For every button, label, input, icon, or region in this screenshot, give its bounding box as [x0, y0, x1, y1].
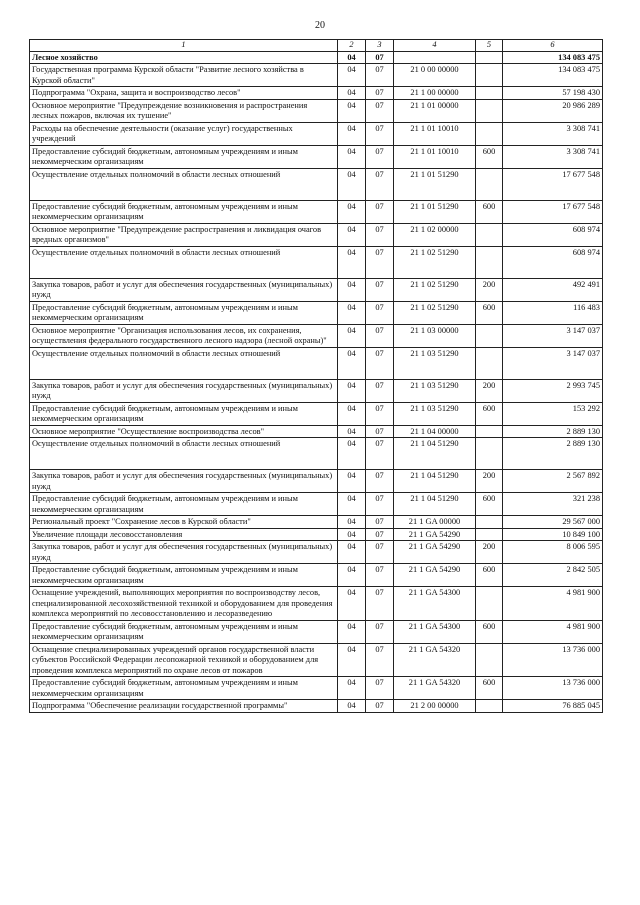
expense-type-code-cell: 200 [476, 379, 503, 402]
item-name-cell: Основное мероприятие "Организация использования лесов, их сохранения, осуществления федерального государственного лесного надзора (лесной охраны)" [30, 324, 338, 347]
subsection-code-cell: 07 [366, 425, 394, 438]
table-row [30, 64, 603, 87]
subsection-code-cell: 07 [366, 200, 394, 223]
item-name-cell: Предоставление субсидий бюджетным, автономным учреждениям и иным некоммерческим организациям [30, 402, 338, 425]
expense-type-code-cell: 200 [476, 278, 503, 301]
expense-type-code-cell [476, 99, 503, 122]
section-code-cell: 04 [338, 470, 366, 493]
target-article-code-cell: 21 1 03 51290 [394, 379, 476, 402]
expense-type-code-cell [476, 516, 503, 529]
table-row [30, 51, 603, 64]
target-article-code-cell: 21 1 GA 54320 [394, 643, 476, 677]
target-article-code-cell: 21 1 01 10010 [394, 122, 476, 145]
item-name-cell: Осуществление отдельных полномочий в области лесных отношений [30, 246, 338, 278]
section-code-cell: 04 [338, 324, 366, 347]
expense-type-code-cell [476, 587, 503, 621]
item-name-cell: Лесное хозяйство [30, 51, 338, 64]
section-code-cell: 04 [338, 278, 366, 301]
section-code-cell: 04 [338, 223, 366, 246]
section-code-cell: 04 [338, 122, 366, 145]
expense-type-code-cell [476, 87, 503, 100]
table-row [30, 168, 603, 200]
table-row [30, 99, 603, 122]
section-code-cell: 04 [338, 246, 366, 278]
amount-cell: 3 308 741 [503, 122, 603, 145]
item-name-cell: Осуществление отдельных полномочий в области лесных отношений [30, 438, 338, 470]
target-article-code-cell: 21 1 03 51290 [394, 347, 476, 379]
expense-type-code-cell [476, 425, 503, 438]
amount-cell: 3 147 037 [503, 347, 603, 379]
expense-type-code-cell [476, 51, 503, 64]
target-article-code-cell: 21 1 GA 00000 [394, 516, 476, 529]
target-article-code-cell: 21 1 02 51290 [394, 278, 476, 301]
budget-table [29, 39, 603, 713]
amount-cell: 29 567 000 [503, 516, 603, 529]
item-name-cell: Основное мероприятие "Осуществление воспроизводства лесов" [30, 425, 338, 438]
expense-type-code-cell [476, 324, 503, 347]
section-code-cell: 04 [338, 402, 366, 425]
amount-cell: 116 483 [503, 301, 603, 324]
table-row [30, 301, 603, 324]
expense-type-code-cell: 200 [476, 470, 503, 493]
table-row [30, 223, 603, 246]
subsection-code-cell: 07 [366, 99, 394, 122]
expense-type-code-cell: 600 [476, 564, 503, 587]
item-name-cell: Основное мероприятие "Предупреждение распространения и ликвидация очагов вредных организмов" [30, 223, 338, 246]
amount-cell: 2 889 130 [503, 425, 603, 438]
section-code-cell: 04 [338, 145, 366, 168]
subsection-code-cell: 07 [366, 643, 394, 677]
subsection-code-cell: 07 [366, 324, 394, 347]
subsection-code-cell: 07 [366, 677, 394, 700]
item-name-cell: Предоставление субсидий бюджетным, автономным учреждениям и иным некоммерческим организациям [30, 677, 338, 700]
section-code-cell: 04 [338, 438, 366, 470]
amount-cell: 2 842 505 [503, 564, 603, 587]
section-code-cell: 04 [338, 379, 366, 402]
target-article-code-cell: 21 1 03 51290 [394, 402, 476, 425]
target-article-code-cell: 21 1 GA 54320 [394, 677, 476, 700]
amount-cell: 134 083 475 [503, 64, 603, 87]
table-row [30, 564, 603, 587]
section-code-cell: 04 [338, 347, 366, 379]
expense-type-code-cell: 200 [476, 541, 503, 564]
amount-cell: 608 974 [503, 246, 603, 278]
section-code-cell: 04 [338, 528, 366, 541]
item-name-cell: Закупка товаров, работ и услуг для обеспечения государственных (муниципальных) нужд [30, 470, 338, 493]
subsection-code-cell: 07 [366, 145, 394, 168]
subsection-code-cell: 07 [366, 51, 394, 64]
table-row [30, 438, 603, 470]
expense-type-code-cell [476, 347, 503, 379]
section-code-cell: 04 [338, 587, 366, 621]
table-row [30, 122, 603, 145]
section-code-cell: 04 [338, 564, 366, 587]
amount-cell: 17 677 548 [503, 168, 603, 200]
expense-type-code-cell [476, 643, 503, 677]
column-number: 2 [338, 40, 366, 52]
target-article-code-cell: 21 1 02 51290 [394, 246, 476, 278]
subsection-code-cell: 07 [366, 168, 394, 200]
subsection-code-cell: 07 [366, 402, 394, 425]
table-row [30, 425, 603, 438]
item-name-cell: Оснащение специализированных учреждений органов государственной власти субъектов Российской Федерации лесопожарной техникой и оборудованием для проведения комплекса мероприятий по охране лесов от пожаров [30, 643, 338, 677]
amount-cell: 3 147 037 [503, 324, 603, 347]
target-article-code-cell [394, 51, 476, 64]
item-name-cell: Подпрограмма "Охрана, защита и воспроизводство лесов" [30, 87, 338, 100]
section-code-cell: 04 [338, 99, 366, 122]
expense-type-code-cell: 600 [476, 145, 503, 168]
section-code-cell: 04 [338, 541, 366, 564]
target-article-code-cell: 21 1 02 51290 [394, 301, 476, 324]
table-row [30, 700, 603, 713]
table-row [30, 643, 603, 677]
target-article-code-cell: 21 1 GA 54300 [394, 587, 476, 621]
section-code-cell: 04 [338, 677, 366, 700]
item-name-cell: Увеличение площади лесовосстановления [30, 528, 338, 541]
target-article-code-cell: 21 1 03 00000 [394, 324, 476, 347]
target-article-code-cell: 21 1 04 51290 [394, 470, 476, 493]
item-name-cell: Региональный проект "Сохранение лесов в Курской области" [30, 516, 338, 529]
section-code-cell: 04 [338, 168, 366, 200]
item-name-cell: Закупка товаров, работ и услуг для обеспечения государственных (муниципальных) нужд [30, 278, 338, 301]
subsection-code-cell: 07 [366, 223, 394, 246]
subsection-code-cell: 07 [366, 122, 394, 145]
subsection-code-cell: 07 [366, 516, 394, 529]
table-row [30, 278, 603, 301]
table-row [30, 677, 603, 700]
expense-type-code-cell [476, 700, 503, 713]
column-number: 6 [503, 40, 603, 52]
expense-type-code-cell [476, 438, 503, 470]
subsection-code-cell: 07 [366, 379, 394, 402]
item-name-cell: Закупка товаров, работ и услуг для обеспечения государственных (муниципальных) нужд [30, 379, 338, 402]
expense-type-code-cell [476, 64, 503, 87]
subsection-code-cell: 07 [366, 587, 394, 621]
table-row [30, 324, 603, 347]
subsection-code-cell: 07 [366, 528, 394, 541]
target-article-code-cell: 21 1 GA 54290 [394, 541, 476, 564]
table-row [30, 379, 603, 402]
column-number: 5 [476, 40, 503, 52]
amount-cell: 8 006 595 [503, 541, 603, 564]
subsection-code-cell: 07 [366, 564, 394, 587]
table-row [30, 347, 603, 379]
amount-cell: 4 981 900 [503, 620, 603, 643]
item-name-cell: Подпрограмма "Обеспечение реализации государственной программы" [30, 700, 338, 713]
section-code-cell: 04 [338, 200, 366, 223]
amount-cell: 20 986 289 [503, 99, 603, 122]
target-article-code-cell: 21 1 GA 54290 [394, 528, 476, 541]
item-name-cell: Осуществление отдельных полномочий в области лесных отношений [30, 347, 338, 379]
subsection-code-cell: 07 [366, 64, 394, 87]
item-name-cell: Основное мероприятие "Предупреждение возникновения и распространения лесных пожаров, включая их тушение" [30, 99, 338, 122]
item-name-cell: Государственная программа Курской области "Развитие лесного хозяйства в Курской области" [30, 64, 338, 87]
amount-cell: 2 993 745 [503, 379, 603, 402]
amount-cell: 2 889 130 [503, 438, 603, 470]
target-article-code-cell: 21 1 01 00000 [394, 99, 476, 122]
section-code-cell: 04 [338, 620, 366, 643]
table-row [30, 470, 603, 493]
expense-type-code-cell: 600 [476, 677, 503, 700]
target-article-code-cell: 21 2 00 00000 [394, 700, 476, 713]
target-article-code-cell: 21 1 04 51290 [394, 493, 476, 516]
section-code-cell: 04 [338, 425, 366, 438]
subsection-code-cell: 07 [366, 246, 394, 278]
subsection-code-cell: 07 [366, 347, 394, 379]
expense-type-code-cell: 600 [476, 493, 503, 516]
amount-cell: 13 736 000 [503, 677, 603, 700]
section-code-cell: 04 [338, 516, 366, 529]
expense-type-code-cell [476, 168, 503, 200]
subsection-code-cell: 07 [366, 301, 394, 324]
section-code-cell: 04 [338, 87, 366, 100]
section-code-cell: 04 [338, 493, 366, 516]
amount-cell: 2 567 892 [503, 470, 603, 493]
item-name-cell: Предоставление субсидий бюджетным, автономным учреждениям и иным некоммерческим организациям [30, 564, 338, 587]
amount-cell: 10 849 100 [503, 528, 603, 541]
subsection-code-cell: 07 [366, 493, 394, 516]
target-article-code-cell: 21 1 01 10010 [394, 145, 476, 168]
amount-cell: 153 292 [503, 402, 603, 425]
section-code-cell: 04 [338, 700, 366, 713]
target-article-code-cell: 21 1 01 51290 [394, 168, 476, 200]
item-name-cell: Предоставление субсидий бюджетным, автономным учреждениям и иным некоммерческим организациям [30, 301, 338, 324]
column-number: 1 [30, 40, 338, 52]
expense-type-code-cell [476, 246, 503, 278]
target-article-code-cell: 21 1 02 00000 [394, 223, 476, 246]
target-article-code-cell: 21 0 00 00000 [394, 64, 476, 87]
amount-cell: 17 677 548 [503, 200, 603, 223]
item-name-cell: Расходы на обеспечение деятельности (оказание услуг) государственных учреждений [30, 122, 338, 145]
amount-cell: 492 491 [503, 278, 603, 301]
amount-cell: 57 198 430 [503, 87, 603, 100]
section-code-cell: 04 [338, 643, 366, 677]
subsection-code-cell: 07 [366, 278, 394, 301]
expense-type-code-cell: 600 [476, 200, 503, 223]
subsection-code-cell: 07 [366, 620, 394, 643]
amount-cell: 134 083 475 [503, 51, 603, 64]
amount-cell: 76 885 045 [503, 700, 603, 713]
expense-type-code-cell: 600 [476, 620, 503, 643]
subsection-code-cell: 07 [366, 470, 394, 493]
item-name-cell: Осуществление отдельных полномочий в области лесных отношений [30, 168, 338, 200]
table-row [30, 528, 603, 541]
table-row [30, 145, 603, 168]
item-name-cell: Предоставление субсидий бюджетным, автономным учреждениям и иным некоммерческим организациям [30, 620, 338, 643]
table-row [30, 402, 603, 425]
target-article-code-cell: 21 1 GA 54290 [394, 564, 476, 587]
expense-type-code-cell [476, 122, 503, 145]
target-article-code-cell: 21 1 00 00000 [394, 87, 476, 100]
amount-cell: 13 736 000 [503, 643, 603, 677]
amount-cell: 4 981 900 [503, 587, 603, 621]
target-article-code-cell: 21 1 GA 54300 [394, 620, 476, 643]
amount-cell: 608 974 [503, 223, 603, 246]
target-article-code-cell: 21 1 04 51290 [394, 438, 476, 470]
page-number: 20 [315, 20, 325, 31]
table-row [30, 200, 603, 223]
column-number: 3 [366, 40, 394, 52]
expense-type-code-cell: 600 [476, 301, 503, 324]
table-row [30, 587, 603, 621]
expense-type-code-cell [476, 223, 503, 246]
subsection-code-cell: 07 [366, 541, 394, 564]
expense-type-code-cell: 600 [476, 402, 503, 425]
section-code-cell: 04 [338, 51, 366, 64]
item-name-cell: Предоставление субсидий бюджетным, автономным учреждениям и иным некоммерческим организациям [30, 493, 338, 516]
amount-cell: 3 308 741 [503, 145, 603, 168]
section-code-cell: 04 [338, 301, 366, 324]
table-row [30, 246, 603, 278]
item-name-cell: Предоставление субсидий бюджетным, автономным учреждениям и иным некоммерческим организациям [30, 145, 338, 168]
table-row [30, 516, 603, 529]
target-article-code-cell: 21 1 01 51290 [394, 200, 476, 223]
subsection-code-cell: 07 [366, 700, 394, 713]
item-name-cell: Предоставление субсидий бюджетным, автономным учреждениям и иным некоммерческим организациям [30, 200, 338, 223]
subsection-code-cell: 07 [366, 87, 394, 100]
target-article-code-cell: 21 1 04 00000 [394, 425, 476, 438]
expense-type-code-cell [476, 528, 503, 541]
section-code-cell: 04 [338, 64, 366, 87]
column-number: 4 [394, 40, 476, 52]
subsection-code-cell: 07 [366, 438, 394, 470]
item-name-cell: Закупка товаров, работ и услуг для обеспечения государственных (муниципальных) нужд [30, 541, 338, 564]
table-row [30, 87, 603, 100]
table-row [30, 541, 603, 564]
amount-cell: 321 238 [503, 493, 603, 516]
item-name-cell: Оснащение учреждений, выполняющих мероприятия по воспроизводству лесов, специализированной лесохозяйственной техникой и оборудованием для проведения комплекса мероприятий по лесовосстановлению и лесоразведению [30, 587, 338, 621]
table-row [30, 493, 603, 516]
column-number-row [30, 40, 603, 52]
table-row [30, 620, 603, 643]
